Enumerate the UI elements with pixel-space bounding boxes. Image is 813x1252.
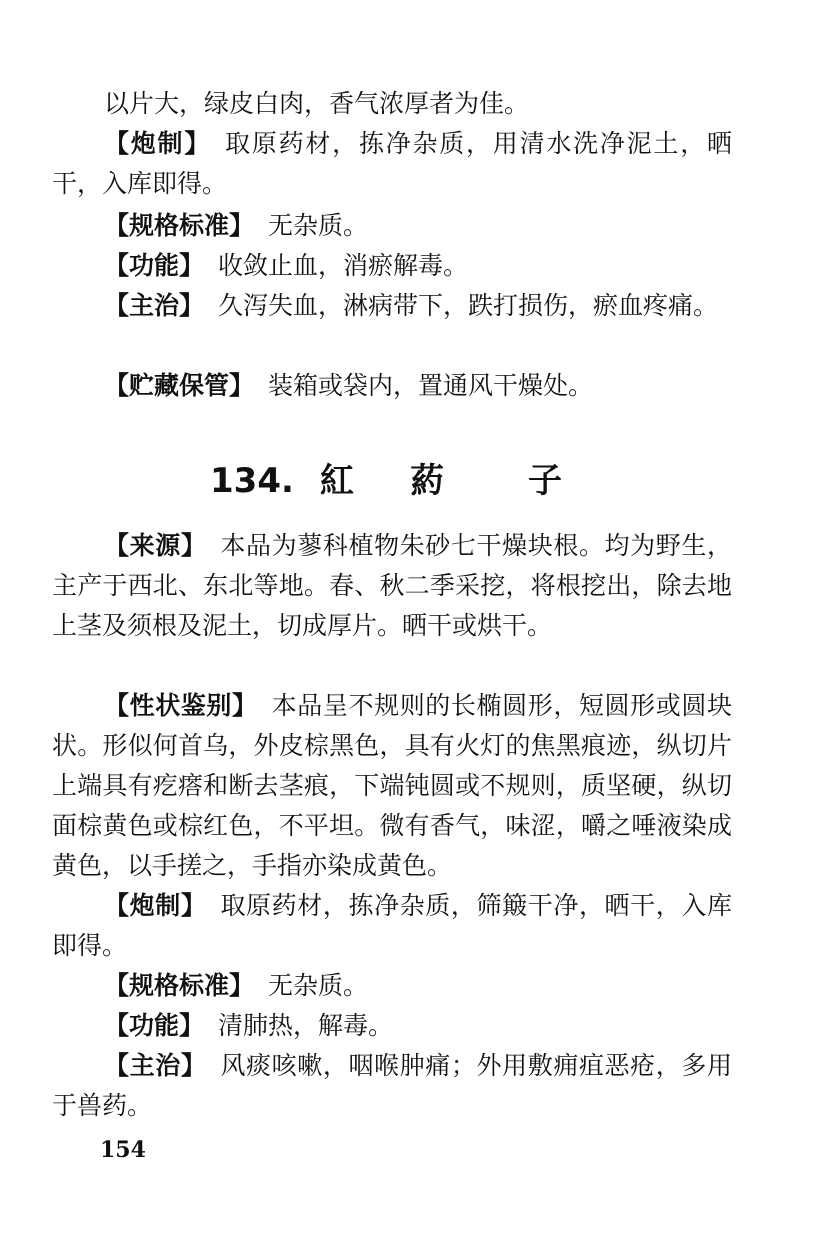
specification-label: 【规格标准】: [104, 211, 255, 240]
entry-name-char-1: 紅: [320, 461, 354, 501]
specification-text: 无杂质。: [268, 211, 369, 240]
source-label: 【来源】: [104, 531, 207, 560]
entry-name-char-3: 子: [528, 461, 562, 501]
storage-text: 装箱或袋内，置通风干燥处。: [268, 371, 594, 400]
prev-entry-storage: [52, 366, 732, 406]
entry-specification: [52, 966, 732, 1006]
entry-number: 134.: [210, 461, 294, 501]
entry-processing: [52, 886, 732, 966]
processing-label: 【炮制】: [104, 129, 212, 158]
prev-entry-processing: [52, 124, 732, 204]
entry-indications: [52, 1046, 732, 1126]
indications-label: 【主治】: [104, 1051, 207, 1080]
source-text: 本品为蓼科植物朱砂七干燥块根。均为野生，主产于西北、东北等地。春、秋二季采挖，将根挖出，除去地上茎及须根及泥土，切成厚片。晒干或烘干。: [52, 531, 732, 640]
function-text: 收敛止血，消瘀解毒。: [218, 251, 469, 280]
page-number: 154: [100, 1137, 146, 1163]
specification-text: 无杂质。: [268, 971, 369, 1000]
processing-label: 【炮制】: [104, 891, 207, 920]
entry-heading: [210, 456, 610, 506]
function-label: 【功能】: [104, 251, 205, 280]
processing-text: 取原药材，拣净杂质，用清水洗净泥土，晒干，入库即得。: [52, 129, 732, 198]
processing-text: 取原药材，拣净杂质，筛簸干净，晒干，入库即得。: [52, 891, 732, 960]
prev-entry-quality-text: 以片大，绿皮白肉，香气浓厚者为佳。: [104, 89, 530, 118]
function-text: 清肺热，解毒。: [218, 1011, 394, 1040]
storage-label: 【贮藏保管】: [104, 371, 255, 400]
entry-source: [52, 526, 732, 646]
identification-label: 【性状鉴别】: [104, 691, 258, 720]
prev-entry-indications: [52, 286, 732, 326]
prev-entry-function: [52, 246, 732, 286]
function-label: 【功能】: [104, 1011, 205, 1040]
entry-function: [52, 1006, 732, 1046]
indications-text: 风痰咳嗽，咽喉肿痛；外用敷痈疽恶疮，多用于兽药。: [52, 1051, 732, 1120]
indications-text: 久泻失血，淋病带下，跌打损伤，瘀血疼痛。: [218, 291, 719, 320]
prev-entry-specification: [52, 206, 732, 246]
indications-label: 【主治】: [104, 291, 205, 320]
entry-identification: [52, 686, 732, 886]
specification-label: 【规格标准】: [104, 971, 255, 1000]
identification-text: 本品呈不规则的长椭圆形，短圆形或圆块状。形似何首乌，外皮棕黑色，具有火灯的焦黑痕迹，纵切片上端具有疙瘩和断去茎痕，下端钝圆或不规则，质坚硬，纵切面棕黄色或棕红色，不平坦。微有香气，味涩，嚼之唾液染成黄色，以手搓之，手指亦染成黄色。: [52, 691, 732, 880]
entry-name-char-2: 葯: [410, 461, 444, 501]
